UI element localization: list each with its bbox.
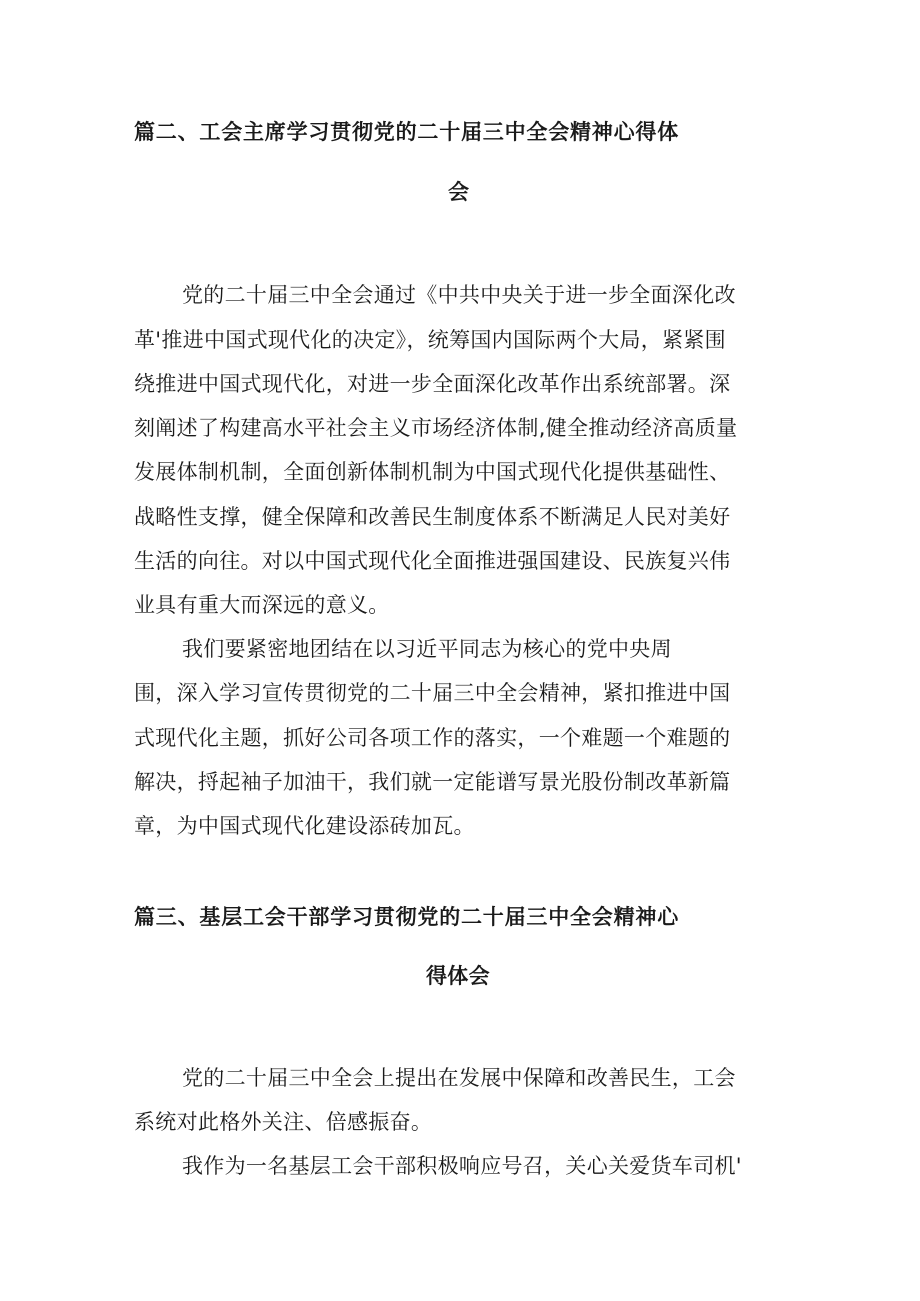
paragraph-line: 生活的向往。对以中国式现代化全面推进强国建设、民族复兴伟 xyxy=(134,549,731,573)
paragraph-line: 解决，捋起袖子加油干，我们就一定能谱写景光股份制改革新篇 xyxy=(134,770,731,794)
paragraph-line: 战略性支撑，健全保障和改善民生制度体系不断满足人民对美好 xyxy=(134,505,731,529)
paragraph-line: 章，为中国式现代化建设添砖加瓦。 xyxy=(134,814,475,838)
paragraph-line: 系统对此格外关注、倍感振奋。 xyxy=(134,1110,433,1134)
paragraph-line: 发展体制机制，全面创新体制机制为中国式现代化提供基础性、 xyxy=(134,460,731,484)
paragraph-line: 业具有重大而深远的意义。 xyxy=(134,593,390,617)
paragraph-line: 我们要紧密地团结在以习近平同志为核心的党中央周 xyxy=(182,637,672,661)
paragraph-line: 绕推进中国式现代化，对进一步全面深化改革作出系统部署。深 xyxy=(134,372,731,396)
paragraph-line: 党的二十届三中全会通过《中共中央关于进一步全面深化改 xyxy=(182,283,736,307)
section-heading-line: 篇二、工会主席学习贯彻党的二十届三中全会精神心得体 xyxy=(134,120,679,144)
paragraph-line: 革'推进中国式现代化的决定》，统筹国内国际两个大局，紧紧围 xyxy=(134,328,726,352)
section-heading-line: 得体会 xyxy=(426,964,490,988)
paragraph-line: 围，深入学习宣传贯彻党的二十届三中全会精神，紧扣推进中国 xyxy=(134,681,731,705)
section-heading-line: 篇三、基层工会干部学习贯彻党的二十届三中全会精神心 xyxy=(134,905,679,929)
paragraph-line: 式现代化主题，抓好公司各项工作的落实，一个难题一个难题的 xyxy=(134,726,731,750)
paragraph-line: 刻阐述了构建高水平社会主义市场经济体制,健全推动经济高质量 xyxy=(134,416,738,440)
paragraph-line: 党的二十届三中全会上提出在发展中保障和改善民生，工会 xyxy=(182,1066,736,1090)
paragraph-line: 我作为一名基层工会干部积极响应号召，关心关爱货车司机' xyxy=(182,1154,742,1178)
section-heading-line: 会 xyxy=(448,180,470,204)
